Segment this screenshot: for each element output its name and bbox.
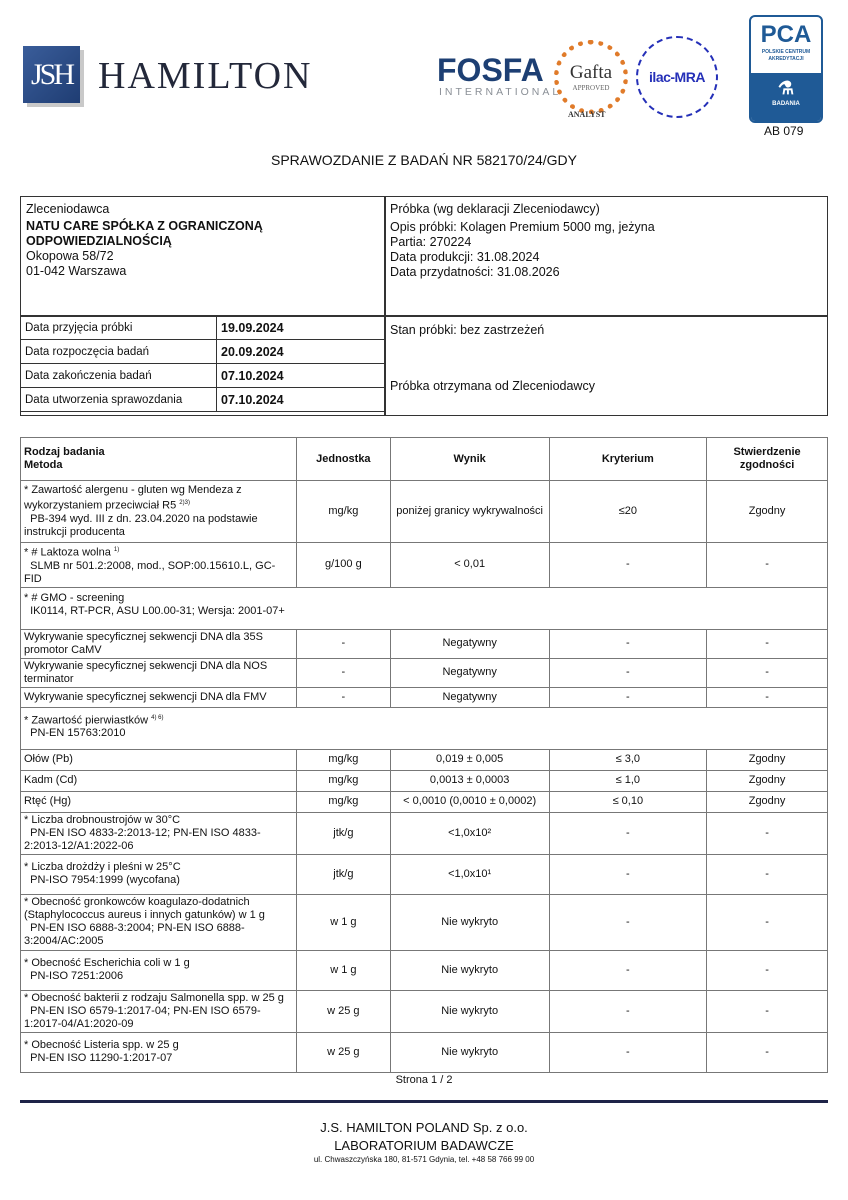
criterion: - <box>549 1032 707 1072</box>
unit: mg/kg <box>296 481 390 543</box>
test-name: Wykrywanie specyficznej sekwencji DNA dla FMV <box>21 687 297 707</box>
header-method: Metoda <box>24 459 63 471</box>
test-name: * Zawartość alergenu - gluten wg Mendeza z wykorzystaniem przeciwciał R5 $^{2)3)}$ PB-394 wyd. III z dn. 23.04.2020 na podstawie instrukcji producenta <box>21 481 297 543</box>
test-name: Kadm (Cd) <box>21 770 297 791</box>
table-row <box>21 854 828 894</box>
criterion: - <box>549 950 707 990</box>
unit: g/100 g <box>296 543 390 588</box>
table-row <box>21 770 828 791</box>
pca-subtitle-1: POLSKIE CENTRUM <box>761 49 811 55</box>
criterion: - <box>549 990 707 1032</box>
date-value: 19.09.2024 <box>217 316 385 340</box>
header-type: Rodzaj badania <box>24 446 105 458</box>
result: 0,019 ± 0,005 <box>390 749 549 770</box>
test-group-name: * Zawartość pierwiastków $^{4) 6)}$ PN-EN 15763:2010 <box>21 707 828 749</box>
header-conformity <box>707 438 828 481</box>
conformity: Zgodny <box>707 749 828 770</box>
gafta-logo <box>554 40 628 114</box>
client-name-line2: ODPOWIEDZIALNOŚCIĄ <box>26 234 172 248</box>
sample-batch: Partia: 270224 <box>390 235 472 249</box>
result: Negatywny <box>390 687 549 707</box>
conformity: - <box>707 854 828 894</box>
test-name: Rtęć (Hg) <box>21 791 297 812</box>
date-label: Data rozpoczęcia badań <box>21 340 217 364</box>
pca-badania-panel <box>751 73 821 121</box>
result: Nie wykryto <box>390 1032 549 1072</box>
date-row <box>21 388 385 412</box>
gafta-analyst-text: ANALYST <box>568 110 606 119</box>
result: <1,0x10² <box>390 812 549 854</box>
date-value: 07.10.2024 <box>217 364 385 388</box>
table-row <box>21 1032 828 1072</box>
result: Negatywny <box>390 629 549 658</box>
unit: mg/kg <box>296 770 390 791</box>
unit: w 25 g <box>296 1032 390 1072</box>
conformity: - <box>707 950 828 990</box>
client-label: Zleceniodawca <box>26 202 110 216</box>
table-row <box>21 812 828 854</box>
result: Nie wykryto <box>390 990 549 1032</box>
conformity: - <box>707 894 828 950</box>
test-name: Ołów (Pb) <box>21 749 297 770</box>
test-name: * # Laktoza wolna $^{1)}$ SLMB nr 501.2:2008, mod., SOP:00.15610.L, GC- FID <box>21 543 297 588</box>
client-street: Okopowa 58/72 <box>26 249 114 263</box>
conformity: - <box>707 990 828 1032</box>
unit: w 1 g <box>296 894 390 950</box>
footer-divider <box>20 1100 828 1103</box>
result: Nie wykryto <box>390 894 549 950</box>
unit: - <box>296 629 390 658</box>
table-row <box>21 791 828 812</box>
sample-state: Stan próbki: bez zastrzeżeń <box>390 323 545 337</box>
date-row <box>21 316 385 340</box>
conformity: - <box>707 1032 828 1072</box>
sample-label: Próbka (wg deklaracji Zleceniodawcy) <box>390 202 600 216</box>
unit: w 25 g <box>296 990 390 1032</box>
test-name: * Liczba drobnoustrojów w 30°C PN-EN ISO 4833-2:2013-12; PN-EN ISO 4833- 2:2013-12/A1:2022-06 <box>21 812 297 854</box>
criterion: ≤ 3,0 <box>549 749 707 770</box>
test-name: * Obecność Escherichia coli w 1 g PN-ISO 7251:2006 <box>21 950 297 990</box>
sample-section <box>390 202 655 280</box>
test-name: * Obecność Listeria spp. w 25 g PN-EN ISO 11290-1:2017-07 <box>21 1032 297 1072</box>
header-unit: Jednostka <box>296 438 390 481</box>
result: < 0,0010 (0,0010 ± 0,0002) <box>390 791 549 812</box>
criterion: ≤ 1,0 <box>549 770 707 791</box>
client-city: 01-042 Warszawa <box>26 264 127 278</box>
table-row <box>21 687 828 707</box>
conformity: - <box>707 687 828 707</box>
test-name: Wykrywanie specyficznej sekwencji DNA dla 35S promotor CaMV <box>21 629 297 658</box>
criterion: ≤ 0,10 <box>549 791 707 812</box>
footer-company: J.S. HAMILTON POLAND Sp. z o.o. <box>320 1120 528 1135</box>
ilac-mra-logo <box>636 36 718 118</box>
conformity: - <box>707 812 828 854</box>
test-name: * Obecność bakterii z rodzaju Salmonella spp. w 25 g PN-EN ISO 6579-1:2017-04; PN-EN ISO 6579- 1:2017-04/A1:2020-09 <box>21 990 297 1032</box>
sample-production-date: Data produkcji: 31.08.2024 <box>390 250 540 264</box>
date-label: Data przyjęcia próbki <box>21 316 217 340</box>
conformity: Zgodny <box>707 481 828 543</box>
date-value: 07.10.2024 <box>217 388 385 412</box>
header-type-method <box>21 438 297 481</box>
unit: mg/kg <box>296 749 390 770</box>
client-section <box>26 202 263 279</box>
conformity: - <box>707 543 828 588</box>
test-name: Wykrywanie specyficznej sekwencji DNA dla NOS terminator <box>21 658 297 687</box>
client-sample-box <box>20 196 828 416</box>
sample-received: Próbka otrzymana od Zleceniodawcy <box>390 379 595 393</box>
report-title: SPRAWOZDANIE Z BADAŃ NR 582170/24/GDY <box>270 152 578 168</box>
footer-lab: LABORATORIUM BADAWCZE <box>334 1138 514 1153</box>
pca-accreditation-logo <box>749 15 823 123</box>
gafta-approved-text: APPROVED <box>572 84 610 92</box>
conformity: - <box>707 658 828 687</box>
result: 0,0013 ± 0,0003 <box>390 770 549 791</box>
test-name: * Liczba drożdży i pleśni w 25°C PN-ISO 7954:1999 (wycofana) <box>21 854 297 894</box>
unit: - <box>296 687 390 707</box>
result: < 0,01 <box>390 543 549 588</box>
jsh-logo-mark: JSH <box>23 46 80 103</box>
header-result: Wynik <box>390 438 549 481</box>
table-row <box>21 894 828 950</box>
fosfa-logo-subtitle: INTERNATIONAL <box>439 86 562 98</box>
pca-subtitle-2: AKREDYTACJI <box>768 56 804 62</box>
footer-address: ul. Chwaszczyńska 180, 81-571 Gdynia, tel. +48 58 766 99 00 <box>313 1155 535 1164</box>
table-row <box>21 629 828 658</box>
unit: jtk/g <box>296 812 390 854</box>
unit: w 1 g <box>296 950 390 990</box>
criterion: ≤20 <box>549 481 707 543</box>
ilac-mra-text: ilac-MRA <box>649 69 705 85</box>
client-name-line1: NATU CARE SPÓŁKA Z OGRANICZONĄ <box>26 219 263 233</box>
criterion: - <box>549 687 707 707</box>
gafta-logo-text: Gafta <box>569 62 613 83</box>
accreditation-code: AB 079 <box>764 124 804 138</box>
date-value: 20.09.2024 <box>217 340 385 364</box>
criterion: - <box>549 543 707 588</box>
date-label: Data zakończenia badań <box>21 364 217 388</box>
conformity: - <box>707 629 828 658</box>
unit: mg/kg <box>296 791 390 812</box>
sample-expiry-date: Data przydatności: 31.08.2026 <box>390 265 560 279</box>
criterion: - <box>549 629 707 658</box>
table-group-row <box>21 587 828 629</box>
test-name: * Obecność gronkowców koagulazo-dodatnich (Staphylococcus aureus i innych gatunków) w 1 g PN-EN ISO 6888-3:2004; PN-EN ISO 6888- 3:2004/AC:2005 <box>21 894 297 950</box>
criterion: - <box>549 658 707 687</box>
test-group-name: * # GMO - screening IK0114, RT-PCR, ASU L00.00-31; Wersja: 2001-07+ <box>21 587 828 629</box>
result: Nie wykryto <box>390 950 549 990</box>
date-label: Data utworzenia sprawozdania <box>21 388 217 412</box>
table-row <box>21 950 828 990</box>
table-row <box>21 990 828 1032</box>
criterion: - <box>549 854 707 894</box>
unit: - <box>296 658 390 687</box>
result: Negatywny <box>390 658 549 687</box>
flask-icon: ⚗ <box>777 78 795 98</box>
criterion: - <box>549 894 707 950</box>
result: <1,0x10¹ <box>390 854 549 894</box>
pca-logo-text: PCA <box>760 21 812 48</box>
dates-table <box>20 315 385 412</box>
results-table <box>20 437 828 1073</box>
hamilton-logo-text: HAMILTON <box>98 55 313 97</box>
pca-badania-text: BADANIA <box>772 101 800 107</box>
conformity: Zgodny <box>707 791 828 812</box>
header-conformity-1: Stwierdzenie <box>733 446 801 458</box>
header-criterion: Kryterium <box>549 438 707 481</box>
date-row <box>21 340 385 364</box>
table-row <box>21 658 828 687</box>
results-header-row <box>21 438 828 481</box>
conformity: Zgodny <box>707 770 828 791</box>
table-row <box>21 543 828 588</box>
sample-description: Opis próbki: Kolagen Premium 5000 mg, jeżyna <box>390 220 655 234</box>
date-row <box>21 364 385 388</box>
table-group-row <box>21 707 828 749</box>
result: poniżej granicy wykrywalności <box>390 481 549 543</box>
fosfa-logo: FOSFA <box>437 52 544 88</box>
table-row <box>21 749 828 770</box>
page-number: Strona 1 / 2 <box>395 1074 453 1086</box>
table-row <box>21 481 828 543</box>
header-conformity-2: zgodności <box>739 459 795 471</box>
criterion: - <box>549 812 707 854</box>
unit: jtk/g <box>296 854 390 894</box>
